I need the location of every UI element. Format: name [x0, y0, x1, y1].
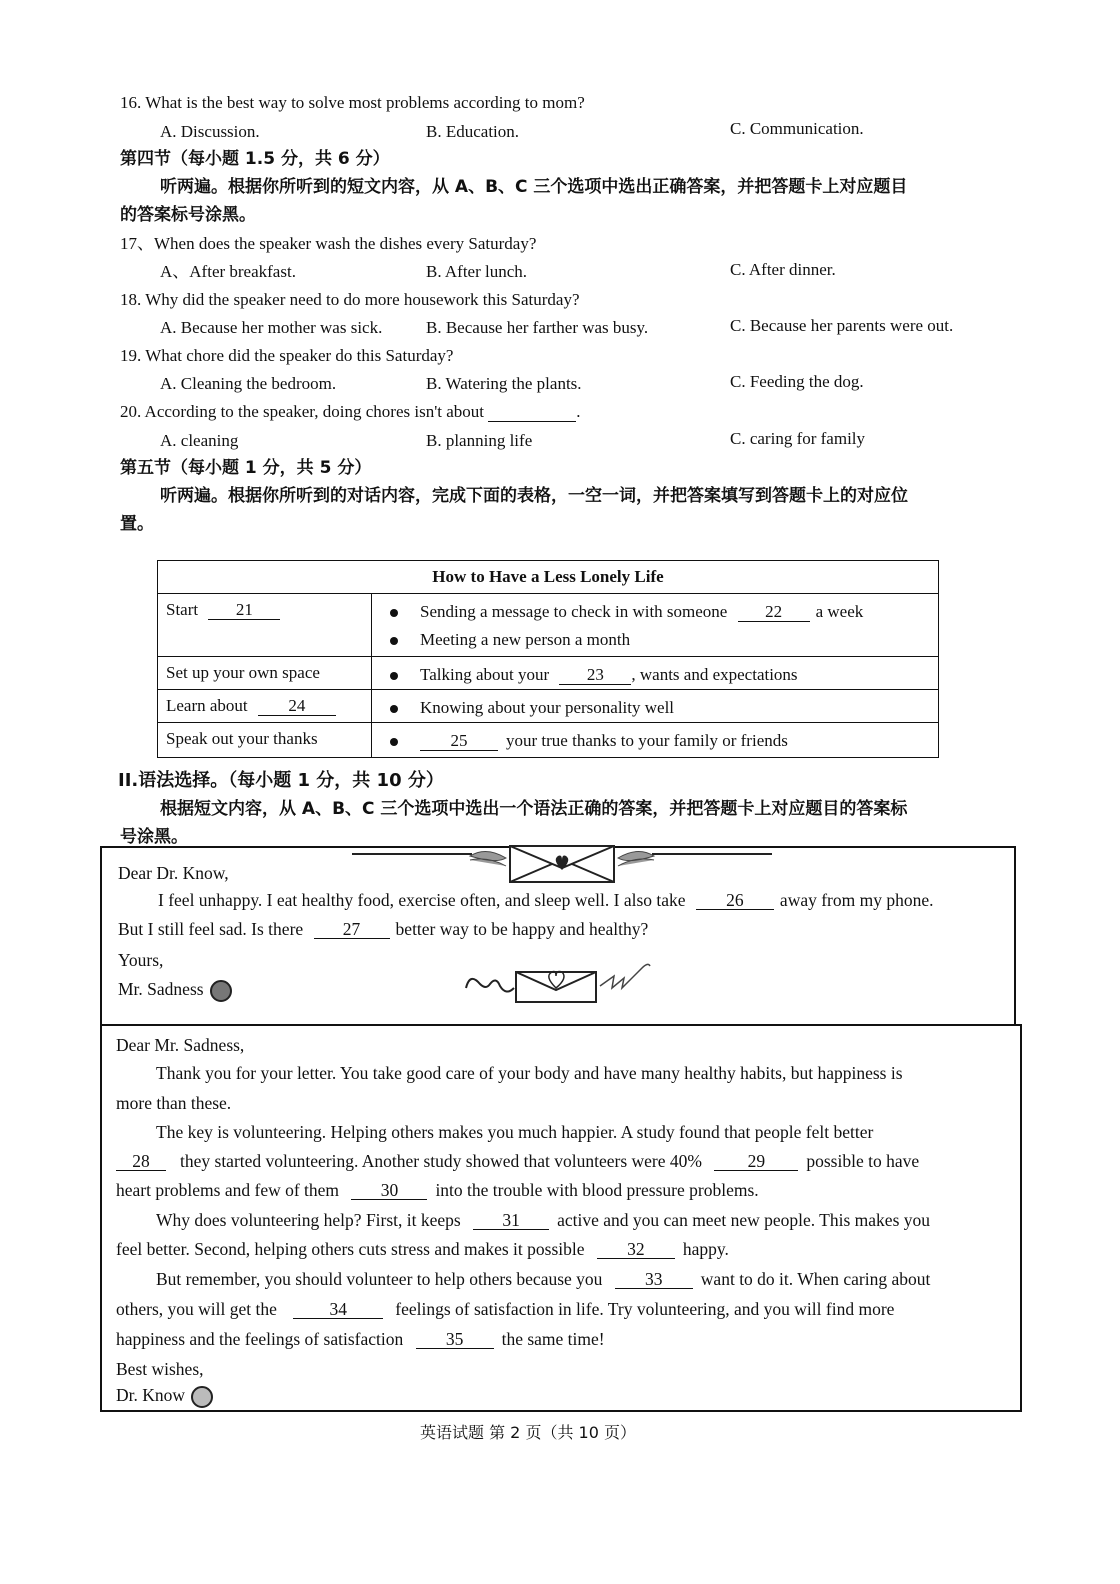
row1-b1-text: Sending a message to check in with someone — [420, 602, 728, 621]
letter2-p4-line2-end: feelings of satisfaction in life. Try volunteering, and you will find more — [395, 1299, 895, 1319]
q16-option-c: C. Communication. — [730, 119, 864, 138]
table-row2-right — [372, 657, 938, 689]
table-row4-right — [372, 723, 938, 757]
letter2-signature-line — [116, 1384, 213, 1408]
q19-question: 19. What chore did the speaker do this Saturday? — [120, 346, 454, 365]
table-row — [158, 593, 938, 656]
hand-drawn-envelope-icon — [460, 958, 660, 1008]
letter2-p2-line1: The key is volunteering. Helping others makes you much happier. A study found that people felt better — [156, 1122, 874, 1142]
q20-blank — [488, 403, 576, 422]
section5-title: 第五节（每小题 1 分，共 5 分） — [120, 458, 372, 478]
letter2-box — [100, 1024, 1022, 1412]
q17-option-c: C. After dinner. — [730, 260, 836, 279]
bullet-icon — [390, 609, 398, 617]
blank-27: 27 — [314, 920, 390, 939]
q20-question — [120, 401, 581, 423]
q17-question: 17、When does the speaker wash the dishes every Saturday? — [120, 234, 537, 253]
letter1-line2 — [118, 918, 648, 940]
q18-question: 18. Why did the speaker need to do more housework this Saturday? — [120, 290, 580, 309]
blank-31: 31 — [473, 1211, 549, 1230]
blank-22: 22 — [738, 603, 810, 622]
row1-left-label: Start — [166, 600, 199, 619]
table-title: How to Have a Less Lonely Life — [432, 567, 664, 586]
blank-33: 33 — [615, 1270, 693, 1289]
blank-35: 35 — [416, 1330, 494, 1349]
q16-option-a: A. Discussion. — [160, 122, 260, 141]
q16-question: 16. What is the best way to solve most problems according to mom? — [120, 93, 585, 112]
q17-option-a: A、After breakfast. — [160, 262, 296, 281]
letter1-line1 — [158, 889, 934, 911]
letter2-p4-line1 — [156, 1268, 930, 1290]
q18-option-a: A. Because her mother was sick. — [160, 318, 383, 337]
blank-30: 30 — [351, 1181, 427, 1200]
letter1-greeting: Dear Dr. Know, — [118, 863, 229, 883]
letter2-p4-line2-text: others, you will get the — [116, 1299, 277, 1319]
row1-bullet1 — [380, 598, 930, 626]
section5-instruction-1: 听两遍。根据你所听到的对话内容，完成下面的表格，一空一词，并把答案填写到答题卡上的对应位 — [160, 486, 908, 506]
letter2-closing: Best wishes, — [116, 1359, 204, 1379]
q20-question-end: . — [576, 402, 581, 421]
table-row1-left — [158, 594, 372, 656]
blank-25: 25 — [420, 732, 498, 751]
letter1-closing: Yours, — [118, 950, 164, 970]
letter2-p4-line3-text: happiness and the feelings of satisfaction — [116, 1329, 404, 1349]
letter2-p3-line2-text: feel better. Second, helping others cuts stress and makes it possible — [116, 1239, 585, 1259]
letter1-signature: Mr. Sadness — [118, 979, 204, 999]
bullet-icon — [390, 637, 398, 645]
letter1-line2-text: But I still feel sad. Is there — [118, 919, 304, 939]
section4-instruction-1: 听两遍。根据你所听到的短文内容，从 A、B、C 三个选项中选出正确答案，并把答题卡上对应题目 — [160, 177, 908, 197]
row4-text: your true thanks to your family or friends — [506, 731, 788, 750]
table-row — [158, 656, 938, 689]
letter1-line1-text: I feel unhappy. I eat healthy food, exercise often, and sleep well. I also take — [158, 890, 686, 910]
letter2-p3-line1 — [156, 1209, 930, 1231]
section4-instruction-2: 的答案标号涂黑。 — [120, 205, 256, 225]
q20-question-text: 20. According to the speaker, doing chores isn't about — [120, 402, 485, 421]
q19-option-c: C. Feeding the dog. — [730, 372, 864, 391]
row2-left-label: Set up your own space — [158, 657, 372, 689]
part2-instruction-1: 根据短文内容，从 A、B、C 三个选项中选出一个语法正确的答案，并把答题卡上对应题目的答案标 — [160, 799, 908, 819]
row3-text: Knowing about your personality well — [420, 698, 675, 717]
row1-b1-end: a week — [815, 602, 864, 621]
q20-option-a: A. cleaning — [160, 431, 239, 450]
blank-28: 28 — [116, 1152, 166, 1171]
letter2-p2-line3 — [116, 1179, 759, 1201]
letter2-p2-line3-text: heart problems and few of them — [116, 1180, 340, 1200]
letter2-p2-line3-end: into the trouble with blood pressure problems. — [435, 1180, 759, 1200]
letter1-signature-line — [118, 978, 232, 1002]
letter2-signature: Dr. Know — [116, 1385, 186, 1405]
letter2-p2-line2 — [116, 1150, 919, 1172]
q19-option-a: A. Cleaning the bedroom. — [160, 374, 337, 393]
bullet-icon — [390, 738, 398, 746]
row1-bullet2 — [380, 626, 930, 654]
page-footer: 英语试题 第 2 页（共 10 页） — [420, 1423, 636, 1442]
lonely-life-table — [157, 560, 939, 758]
q20-option-b: B. planning life — [426, 431, 533, 450]
table-row3-right — [372, 690, 938, 722]
blank-29: 29 — [714, 1152, 798, 1171]
q17-option-b: B. After lunch. — [426, 262, 528, 281]
happy-face-icon — [191, 1386, 213, 1408]
table-row — [158, 722, 938, 757]
letter2-p3-line1-end: active and you can meet new people. This makes you — [557, 1210, 931, 1230]
letter2-p4-line3-end: the same time! — [501, 1329, 605, 1349]
row4-left-label: Speak out your thanks — [158, 723, 372, 757]
table-row3-left — [158, 690, 372, 722]
table-row1-right — [372, 594, 938, 656]
letter2-p4-line1-end: want to do it. When caring about — [700, 1269, 931, 1289]
q18-option-b: B. Because her farther was busy. — [426, 318, 649, 337]
row1-b2-text: Meeting a new person a month — [420, 630, 631, 649]
row2-text: Talking about your — [420, 665, 550, 684]
q19-option-b: B. Watering the plants. — [426, 374, 582, 393]
section5-instruction-2: 置。 — [120, 514, 154, 534]
blank-26: 26 — [696, 891, 774, 910]
letter2-greeting: Dear Mr. Sadness, — [116, 1035, 245, 1055]
q18-option-c: C. Because her parents were out. — [730, 316, 954, 335]
table-row — [158, 689, 938, 722]
q20-option-c: C. caring for family — [730, 429, 866, 448]
letter2-p1-line1: Thank you for your letter. You take good care of your body and have many healthy habits, but happiness is — [156, 1063, 903, 1083]
sad-face-icon — [210, 980, 232, 1002]
bullet-icon — [390, 705, 398, 713]
bullet-icon — [390, 672, 398, 680]
letter2-p2-line2-text: they started volunteering. Another study showed that volunteers were 40% — [180, 1151, 702, 1171]
q16-option-b: B. Education. — [426, 122, 520, 141]
letter2-p4-line2 — [116, 1298, 894, 1320]
letter1-box — [100, 846, 1016, 1026]
row2-end: , wants and expectations — [631, 665, 798, 684]
letter1-line2-end: better way to be happy and healthy? — [395, 919, 649, 939]
blank-21: 21 — [208, 601, 280, 620]
part2-instruction-2: 号涂黑。 — [120, 827, 188, 847]
part2-title: II.语法选择。（每小题 1 分，共 10 分） — [118, 770, 444, 791]
letter2-p3-line1-text: Why does volunteering help? First, it keeps — [156, 1210, 461, 1230]
blank-32: 32 — [597, 1240, 675, 1259]
letter2-p1-line2: more than these. — [116, 1093, 232, 1113]
envelope-wings-icon — [352, 844, 772, 888]
letter2-p2-line2-end: possible to have — [806, 1151, 920, 1171]
blank-34: 34 — [293, 1300, 383, 1319]
letter1-line1-end: away from my phone. — [779, 890, 934, 910]
letter2-p4-line1-text: But remember, you should volunteer to help others because you — [156, 1269, 603, 1289]
blank-23: 23 — [559, 666, 631, 685]
letter2-p3-line2 — [116, 1238, 729, 1260]
row3-left-label: Learn about — [166, 696, 248, 715]
letter2-p4-line3 — [116, 1328, 605, 1350]
letter2-p3-line2-end: happy. — [682, 1239, 729, 1259]
blank-24: 24 — [258, 697, 336, 716]
section4-title: 第四节（每小题 1.5 分，共 6 分） — [120, 149, 390, 169]
